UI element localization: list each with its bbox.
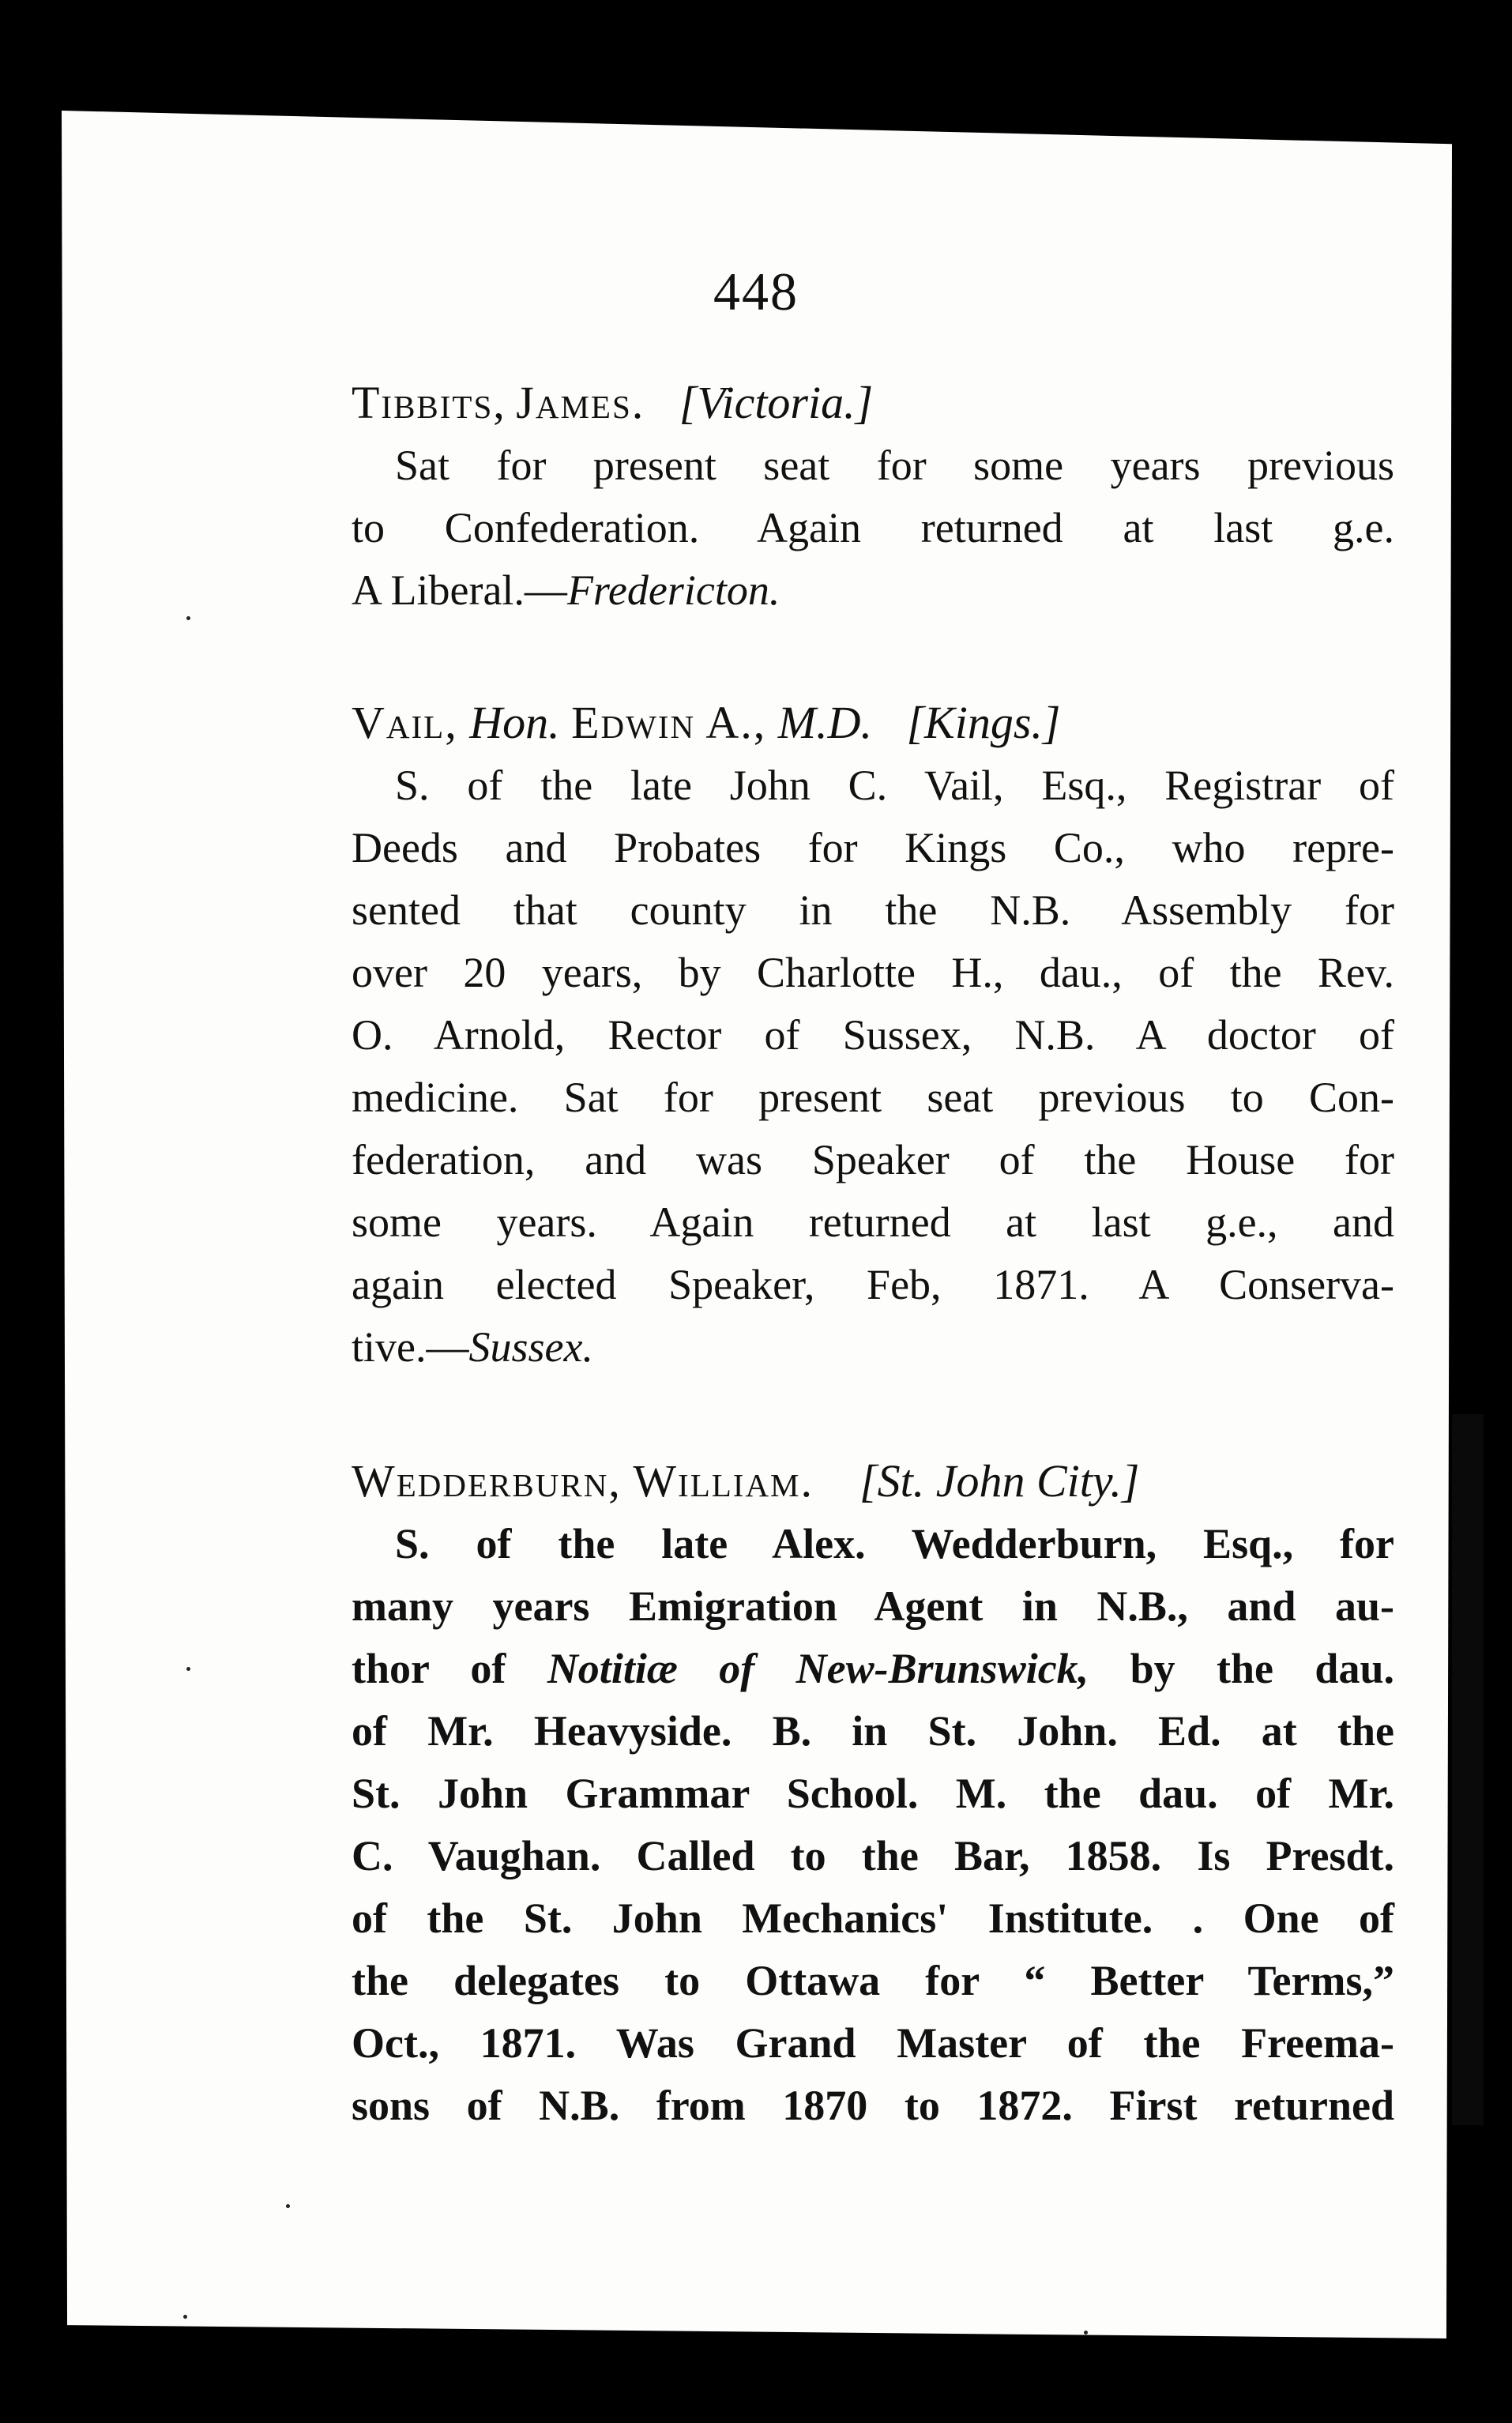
body-text: tive.— (352, 1323, 469, 1371)
entry-heading (352, 1450, 1394, 1513)
body-line: sented that county in the N.B. Assembly for (352, 886, 1394, 934)
body-line: sons of N.B. from 1870 to 1872. First returned (352, 2082, 1394, 2129)
entry-body (352, 754, 1394, 1379)
scan-speck (186, 1667, 190, 1671)
body-line: Sat for present seat for some years previous (395, 442, 1394, 489)
body-text: thor of (352, 1645, 547, 1692)
body-line: federation, and was Speaker of the House for (352, 1136, 1394, 1183)
body-line: Oct., 1871. Was Grand Master of the Freema- (352, 2019, 1394, 2067)
entry-heading: Tibbits, James. [Victoria.] (352, 377, 874, 428)
body-line (352, 559, 1394, 622)
entry-body (352, 435, 1394, 622)
entry-constituency: [St. John City.] (859, 1455, 1140, 1507)
body-line: many years Emigration Agent in N.B., and au- (352, 1582, 1394, 1630)
body-text: A Liberal.— (352, 566, 567, 614)
entry-residence: Fredericton. (566, 566, 780, 614)
body-line: St. John Grammar School. M. the dau. of Mr. (352, 1770, 1394, 1817)
entry-surname: Vail, (352, 697, 458, 748)
book-title: Notitiæ of New-Brunswick, (547, 1645, 1089, 1692)
body-text: by the dau. (1089, 1645, 1394, 1692)
body-line: some years. Again returned at last g.e., and (352, 1198, 1394, 1246)
body-line: Deeds and Probates for Kings Co., who repre- (352, 824, 1394, 871)
entry-tibbits (352, 371, 1394, 622)
body-line: over 20 years, by Charlotte H., dau., of the Rev. (352, 949, 1394, 996)
scan-speck (1084, 2331, 1088, 2335)
body-line: of Mr. Heavyside. B. in St. John. Ed. at the (352, 1707, 1394, 1755)
entry-title: Hon. (469, 697, 560, 748)
entry-constituency: [Kings.] (906, 697, 1061, 748)
body-line (352, 1638, 1394, 1700)
entry-wedderburn (352, 1450, 1394, 2137)
entry-given-name: James. (516, 377, 645, 428)
entry-vail (352, 691, 1394, 1379)
body-line: C. Vaughan. Called to the Bar, 1858. Is Presdt. (352, 1832, 1394, 1879)
entry-residence: Sussex. (468, 1323, 593, 1371)
entry-body (352, 1513, 1394, 2137)
body-line: the delegates to Ottawa for “ Better Terms,” (352, 1957, 1394, 2004)
page-number: 448 (713, 261, 799, 322)
body-line: O. Arnold, Rector of Sussex, N.B. A doctor of (352, 1011, 1394, 1059)
entry-surname: Tibbits (352, 377, 494, 428)
entry-given-name: William. (633, 1455, 814, 1507)
entry-degree: M.D. (777, 697, 872, 748)
body-line (352, 1316, 1394, 1379)
body-line: S. of the late Alex. Wedderburn, Esq., for (395, 1520, 1394, 1567)
body-line: to Confederation. Again returned at last g.e. (352, 504, 1394, 551)
body-line: of the St. John Mechanics' Institute. . One of (352, 1894, 1394, 1942)
book-spine-edge (1452, 1414, 1484, 2125)
scan-speck (186, 616, 190, 620)
body-line: S. of the late John C. Vail, Esq., Registrar of (395, 762, 1394, 809)
body-line: medicine. Sat for present seat previous to Con- (352, 1074, 1394, 1121)
entry-surname: Wedderburn, (352, 1455, 622, 1507)
scan-speck (286, 2204, 290, 2208)
entry-given-name: Edwin A., (571, 697, 767, 748)
body-line: again elected Speaker, Feb, 1871. A Conserva- (352, 1261, 1394, 1308)
scan-speck (183, 2315, 187, 2319)
entry-constituency: [Victoria.] (679, 377, 874, 428)
entry-heading (352, 691, 1394, 754)
